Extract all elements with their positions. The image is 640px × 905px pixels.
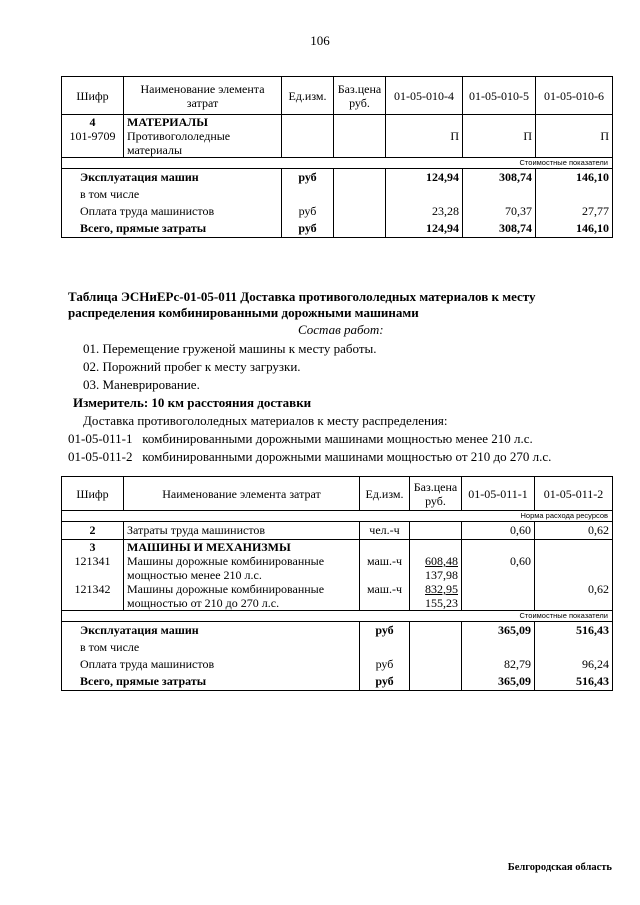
header-unit: Ед.изм. (282, 77, 334, 115)
table-header-row (62, 77, 613, 115)
work-composition-header: Состав работ: (298, 322, 384, 337)
header-unit: Ед.изм. (360, 477, 410, 511)
section-code: 3 (62, 540, 124, 555)
row-label: Эксплуатация машин (62, 622, 360, 640)
table-row (62, 129, 613, 158)
table-row (62, 540, 613, 555)
work-item: 02. Порожний пробег к месту загрузки. (83, 359, 301, 374)
machine-price: 608,48 137,98 (410, 554, 462, 582)
variant-line: 01-05-011-2 комбинированными дорожными машинами мощностью от 210 до 270 л.с. (68, 449, 552, 464)
subheader-label: Стоимостные показатели (62, 158, 613, 169)
header-col-1: 01-05-010-4 (386, 77, 463, 115)
cost-table-011 (61, 476, 613, 691)
section-code: 4 (62, 115, 124, 130)
section-name: МАТЕРИАЛЫ (124, 115, 282, 130)
table-row (62, 639, 613, 656)
description: Доставка противогололедных материалов к месту распределения: (83, 413, 448, 428)
row-label: Эксплуатация машин (62, 169, 282, 187)
machine-name: Машины дорожные комбинированные мощностью менее 210 л.с. (124, 554, 360, 582)
header-name: Наименование элемента затрат (124, 77, 282, 115)
table-row: 121341 Машины дорожные комбинированные мощностью менее 210 л.с. маш.-ч 608,48 137,98 0,60 (62, 554, 613, 582)
table-row: Эксплуатация машин руб 124,94 308,74 146,10 (62, 169, 613, 187)
table-row: 2 Затраты труда машинистов чел.-ч 0,60 0,62 (62, 522, 613, 540)
page-number: 106 (310, 33, 330, 48)
row-label: в том числе (62, 639, 360, 656)
subheader-row (62, 158, 613, 169)
item-code: 101-9709 (62, 129, 124, 158)
table-title-line-1: Таблица ЭСНиЕРс-01-05-011 Доставка противогололедных материалов к месту (68, 289, 536, 304)
work-item: 03. Маневрирование. (83, 377, 200, 392)
cost-table-010 (61, 76, 613, 238)
table-title-line-2: распределения комбинированными дорожными машинами (68, 305, 419, 320)
item-value-3: П (536, 129, 613, 158)
machine-code: 121342 (62, 582, 124, 611)
header-col-2: 01-05-011-2 (535, 477, 613, 511)
row-label: в том числе (62, 186, 282, 203)
header-code: Шифр (62, 477, 124, 511)
subheader-label: Стоимостные показатели (62, 611, 613, 622)
measure-unit: Измеритель: 10 км расстояния доставки (73, 395, 312, 410)
variant-line: 01-05-011-1 комбинированными дорожными машинами мощностью менее 210 л.с. (68, 431, 533, 446)
row-label: Затраты труда машинистов (124, 522, 360, 540)
subheader-row (62, 511, 613, 522)
machine-code: 121341 (62, 554, 124, 582)
header-price: Баз.цена руб. (410, 477, 462, 511)
item-value-2: П (463, 129, 536, 158)
machine-price: 832,95 155,23 (410, 582, 462, 611)
subheader-label: Норма расхода ресурсов (62, 511, 613, 522)
work-item: 01. Перемещение груженой машины к месту работы. (83, 341, 377, 356)
table-row (62, 115, 613, 130)
table-row: Всего, прямые затраты руб 124,94 308,74 146,10 (62, 220, 613, 238)
table-header-row (62, 477, 613, 511)
footer-region: Белгородская область (507, 862, 612, 873)
item-name: Противогололедные материалы (124, 129, 282, 158)
subheader-row (62, 611, 613, 622)
item-value-1: П (386, 129, 463, 158)
header-col-1: 01-05-011-1 (462, 477, 535, 511)
row-label: Всего, прямые затраты (62, 673, 360, 691)
machine-name: Машины дорожные комбинированные мощностью от 210 до 270 л.с. (124, 582, 360, 611)
header-name: Наименование элемента затрат (124, 477, 360, 511)
section-name: МАШИНЫ И МЕХАНИЗМЫ (124, 540, 360, 555)
header-code: Шифр (62, 77, 124, 115)
table-row: Эксплуатация машин руб 365,09 516,43 (62, 622, 613, 640)
table-row: Оплата труда машинистов руб 23,28 70,37 27,77 (62, 203, 613, 220)
row-label: Всего, прямые затраты (62, 220, 282, 238)
table-row: Всего, прямые затраты руб 365,09 516,43 (62, 673, 613, 691)
header-col-3: 01-05-010-6 (536, 77, 613, 115)
row-label: Оплата труда машинистов (62, 656, 360, 673)
table-row (62, 186, 613, 203)
header-col-2: 01-05-010-5 (463, 77, 536, 115)
table-row: Оплата труда машинистов руб 82,79 96,24 (62, 656, 613, 673)
row-label: Оплата труда машинистов (62, 203, 282, 220)
table-row: 121342 Машины дорожные комбинированные мощностью от 210 до 270 л.с. маш.-ч 832,95 155,23 0,62 (62, 582, 613, 611)
header-price: Баз.цена руб. (334, 77, 386, 115)
